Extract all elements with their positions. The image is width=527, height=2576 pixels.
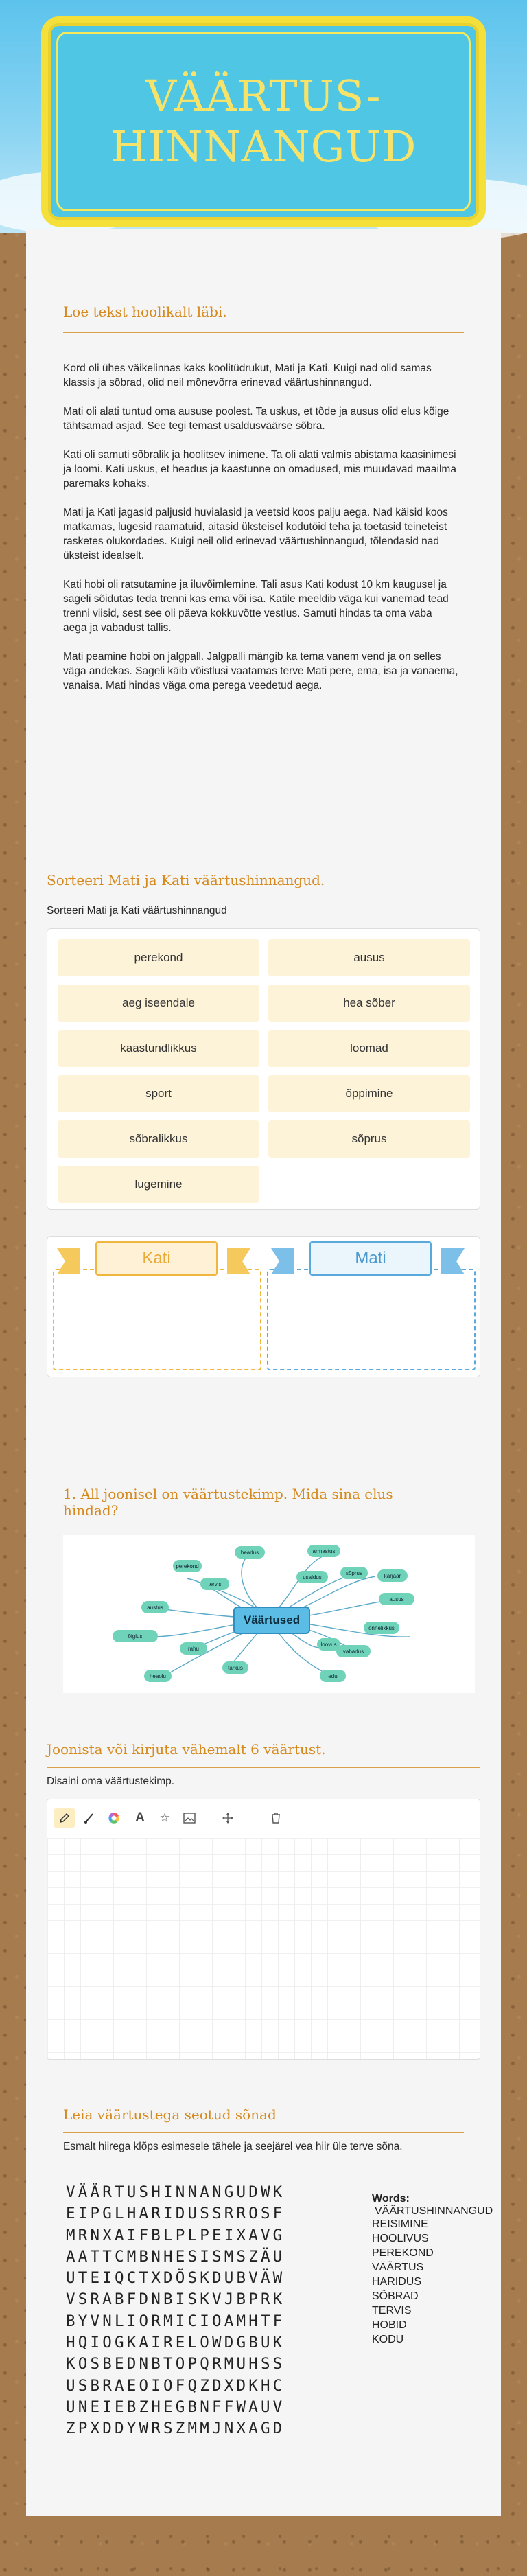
sort-subtitle: Sorteeri Mati ja Kati väärtushinnangud bbox=[47, 905, 227, 917]
color-wheel-icon[interactable] bbox=[104, 1808, 124, 1828]
sort-chip[interactable]: perekond bbox=[58, 939, 259, 976]
section-title-mindmap: 1. All joonisel on väärtustekimp. Mida sina elus hindad? bbox=[63, 1486, 393, 1519]
sort-categories bbox=[47, 1236, 480, 1377]
word-list-item: SÕBRAD bbox=[372, 2290, 419, 2302]
pencil-icon[interactable] bbox=[54, 1808, 75, 1828]
story-paragraph: Kati oli samuti sõbralik ja hoolitsev inimene. Ta oli alati valmis abistama kaasinimesi ja loomi. Kati uskus, et headus ja kaastunne on omadused, mis muudavad maailma paremaks kohaks. bbox=[63, 449, 456, 490]
wordsearch-row[interactable]: BYVNLIORMICIOAMHTF bbox=[66, 2312, 285, 2330]
mindmap-node: õiglus bbox=[113, 1630, 158, 1642]
sort-chip[interactable]: sõbralikkus bbox=[58, 1120, 259, 1158]
wordsearch-instructions: Esmalt hiirega klõps esimesele tähele ja seejärel vea hiir üle terve sõna. bbox=[63, 2141, 403, 2152]
word-list-item: HOOLIVUS bbox=[372, 2233, 429, 2244]
sort-chip[interactable]: õppimine bbox=[268, 1075, 470, 1112]
title-line-1: VÄÄRTUS- bbox=[145, 71, 382, 121]
wordsearch-row[interactable]: KOSBEDNBTOPQRMUHSS bbox=[66, 2355, 285, 2373]
sort-chip-area bbox=[47, 928, 480, 1210]
sort-chip[interactable]: aeg iseendale bbox=[58, 985, 259, 1022]
story-paragraph: Mati ja Kati jagasid paljusid huvialasid ja veetsid koos palju aega. Nad käisid koos matkamas, lugesid raamatuid, aitasid üksteisel kodutöid teha ja toetasid teineteist rasketes olukordades. Kuigi neil olid erinevad väärtushinnangud, tõlendasid nad üksteist idealselt. bbox=[63, 507, 448, 562]
page-title bbox=[110, 71, 417, 172]
wordsearch-row[interactable]: UNEIEBZHEGBNFFWAUV bbox=[66, 2397, 285, 2416]
sort-chip[interactable]: sport bbox=[58, 1075, 259, 1112]
image-icon[interactable] bbox=[179, 1808, 200, 1828]
wordsearch-row[interactable]: USBRAEOIOFQZDXDKHC bbox=[66, 2376, 285, 2395]
ribbon-tail-icon bbox=[441, 1248, 465, 1274]
mindmap-node: tarkus bbox=[222, 1661, 248, 1674]
ribbon-tail-icon bbox=[57, 1248, 80, 1274]
mindmap-node: heaolu bbox=[144, 1670, 172, 1682]
word-list-item: VÄÄRTUSHINNANGUD bbox=[375, 2205, 493, 2217]
word-list-item: PEREKOND bbox=[372, 2247, 434, 2259]
drawing-toolbar bbox=[47, 1799, 480, 1839]
category-label-mati: Mati bbox=[309, 1241, 432, 1276]
drop-zone-kati[interactable] bbox=[53, 1269, 261, 1370]
text-icon[interactable]: A bbox=[135, 1810, 145, 1825]
story-paragraph: Kord oli ühes väikelinnas kaks koolitüdrukut, Mati ja Kati. Kuigi nad olid samas klassis ja sõbrad, olid neil mõnevõrra erinevad väärtushinnangud. bbox=[63, 363, 432, 389]
divider bbox=[63, 332, 464, 333]
ribbon-tail-icon bbox=[271, 1248, 294, 1274]
mindmap-node: vabadus bbox=[336, 1645, 371, 1657]
wordsearch-grid[interactable] bbox=[66, 2182, 285, 2440]
title-line-2: HINNANGUD bbox=[110, 122, 417, 172]
section-title-read: Loe tekst hoolikalt läbi. bbox=[63, 303, 227, 320]
mindmap-node: perekond bbox=[173, 1560, 202, 1572]
wordsearch-row[interactable]: UTEIQCTXDÕSKDUBVÄW bbox=[66, 2269, 285, 2288]
word-list-item: KODU bbox=[372, 2334, 404, 2345]
divider bbox=[47, 1767, 480, 1768]
story-text bbox=[38, 361, 458, 707]
wordsearch-row[interactable]: VSRABFDNBISKVJBPRK bbox=[66, 2290, 285, 2309]
story-paragraph: Mati peamine hobi on jalgpall. Jalgpalli mängib ka tema vanem vend ja on selles väga andekas. Sageli käib võistlusi vaatamas terve Mati pere, ema, isa ja vanaema, vanaisa. Mati hindas väga oma perega veedetud aega. bbox=[63, 651, 458, 691]
story-paragraph: Mati oli alati tuntud oma aususe poolest. Ta uskus, et tõde ja ausus olid elus kõige tähtsamad asjad. See tegi temast usaldusväärse sõbra. bbox=[63, 406, 449, 432]
draw-subtitle: Disaini oma väärtustekimp. bbox=[47, 1775, 175, 1787]
category-label-kati: Kati bbox=[95, 1241, 218, 1276]
wordsearch-row[interactable]: ZPXDDYWRSZMMJNXAGD bbox=[66, 2419, 285, 2438]
mindmap-node: rahu bbox=[180, 1642, 207, 1655]
mindmap-node: ausus bbox=[379, 1593, 414, 1605]
mindmap-node: sõprus bbox=[340, 1567, 368, 1579]
section-title-wordsearch: Leia väärtustega seotud sõnad bbox=[63, 2106, 277, 2123]
mindmap-node: õnnelikkus bbox=[364, 1622, 399, 1634]
mindmap-node: loovus bbox=[317, 1638, 340, 1651]
drop-zone-mati[interactable] bbox=[267, 1269, 476, 1370]
wordsearch-row[interactable]: HQIOGKAIRELOWDGBUK bbox=[66, 2334, 285, 2352]
word-list-item: REISIMINE bbox=[372, 2218, 428, 2230]
sort-chip[interactable]: hea sõber bbox=[268, 985, 470, 1022]
mindmap-node: edu bbox=[320, 1670, 346, 1682]
mindmap-node: tervis bbox=[200, 1578, 229, 1590]
drawing-canvas[interactable] bbox=[47, 1838, 480, 2059]
mindmap-node: armastus bbox=[307, 1545, 340, 1557]
values-mindmap-image bbox=[63, 1535, 475, 1693]
mindmap-node: headus bbox=[235, 1546, 265, 1559]
wordsearch-row[interactable]: VÄÄRTUSHINNANGUDWK bbox=[66, 2183, 285, 2201]
move-icon[interactable] bbox=[218, 1808, 238, 1828]
divider bbox=[63, 2132, 464, 2133]
sort-chip[interactable]: lugemine bbox=[58, 1166, 259, 1203]
word-list-item: HOBID bbox=[372, 2319, 407, 2331]
mindmap-node: austus bbox=[141, 1601, 169, 1613]
sort-chip[interactable]: kaastundlikkus bbox=[58, 1030, 259, 1067]
title-banner bbox=[41, 16, 486, 227]
brush-icon[interactable] bbox=[79, 1808, 99, 1828]
story-paragraph: Kati hobi oli ratsutamine ja iluvõimlemine. Tali asus Kati kodust 10 km kaugusel ja sageli sõidutas teda trenni kas ema või isa. Katile meeldib väga kui vanemad tead trenni viisid, sest see oli päeva kokkuvõtte vestlus. Samuti hindas ta oma vaba aega ja vabadust tallis. bbox=[63, 579, 449, 634]
sort-chip[interactable]: loomad bbox=[268, 1030, 470, 1067]
wordsearch-row[interactable]: MRNXAIFBLPLPEIXAVG bbox=[66, 2226, 285, 2244]
drawing-board bbox=[47, 1799, 480, 2060]
trash-icon[interactable] bbox=[266, 1808, 286, 1828]
wordsearch-row[interactable]: AATTCMBNHESISMSZÄU bbox=[66, 2247, 285, 2266]
wordsearch-row[interactable]: EIPGLHARIDUSSRROSF bbox=[66, 2205, 285, 2223]
word-list-item: HARIDUS bbox=[372, 2276, 422, 2288]
section-title-draw: Joonista või kirjuta vähemalt 6 väärtust. bbox=[47, 1741, 326, 1758]
word-list-item: TERVIS bbox=[372, 2305, 412, 2316]
mindmap-node: usaldus bbox=[296, 1571, 328, 1583]
star-icon[interactable]: ☆ bbox=[159, 1811, 170, 1824]
word-list-label: Words: bbox=[372, 2193, 410, 2205]
word-list bbox=[372, 2192, 493, 2347]
sort-chip[interactable]: ausus bbox=[268, 939, 470, 976]
sort-chip[interactable]: sõprus bbox=[268, 1120, 470, 1158]
mindmap-center-node: Väärtused bbox=[233, 1607, 310, 1634]
mindmap-node: karjäär bbox=[377, 1569, 408, 1582]
word-list-item: VÄÄRTUS bbox=[372, 2262, 424, 2273]
ribbon-tail-icon bbox=[227, 1248, 250, 1274]
section-title-sort: Sorteeri Mati ja Kati väärtushinnangud. bbox=[47, 872, 325, 888]
